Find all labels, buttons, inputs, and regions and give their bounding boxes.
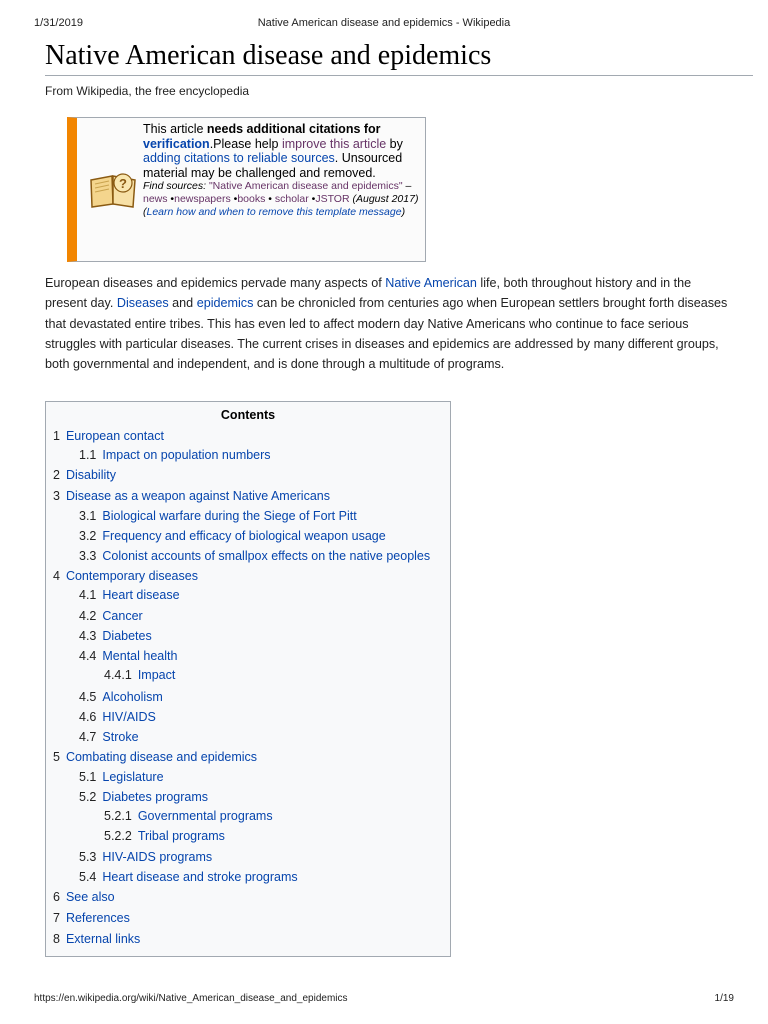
native-american-link[interactable]: Native American — [385, 276, 477, 290]
toc-item[interactable] — [53, 932, 140, 947]
toc-item[interactable] — [79, 609, 143, 624]
find-sources — [143, 180, 421, 193]
toc-number: 5.4 — [79, 870, 97, 884]
toc-item[interactable] — [79, 509, 357, 524]
source-link-books[interactable]: books — [237, 193, 266, 206]
diseases-link[interactable]: Diseases — [116, 296, 169, 311]
toc-number: 4.4.1 — [104, 668, 132, 682]
toc-number: 4.6 — [79, 710, 97, 724]
toc-item[interactable] — [79, 770, 164, 785]
source-separator: • — [167, 193, 175, 206]
toc-link-text[interactable]: Diabetes programs — [102, 790, 208, 804]
toc-link-text[interactable]: Colonist accounts of smallpox effects on the native peoples — [102, 549, 431, 563]
toc-link-text[interactable]: European contact — [65, 429, 164, 443]
find-sources-label: Find sources: — [143, 180, 207, 193]
toc-link-text[interactable]: Contemporary diseases — [65, 569, 198, 583]
toc-link-text[interactable]: HIV-AIDS programs — [102, 850, 213, 864]
notice-text-part: This article — [143, 122, 207, 136]
learn-remove-template-link[interactable]: Learn how and when to remove this template message — [146, 206, 402, 219]
question-book-icon — [87, 168, 139, 210]
toc-number: 2 — [53, 468, 60, 482]
toc-item[interactable] — [79, 690, 163, 705]
toc-link-text[interactable]: Impact on population numbers — [102, 448, 271, 462]
toc-number: 5.1 — [79, 770, 97, 784]
page-title: Native American disease and epidemics — [45, 38, 753, 76]
citation-notice-box — [67, 117, 426, 262]
print-date: 1/31/2019 — [34, 17, 83, 29]
toc-item[interactable] — [79, 850, 212, 865]
toc-item[interactable] — [53, 468, 116, 483]
source-separator: • — [230, 193, 238, 206]
toc-link-text[interactable]: External links — [65, 932, 141, 946]
toc-item[interactable] — [79, 448, 271, 463]
print-page-number: 1/19 — [714, 993, 734, 1004]
toc-link-text[interactable]: Combating disease and epidemics — [65, 750, 258, 764]
toc-item[interactable] — [104, 668, 175, 683]
toc-item[interactable] — [53, 569, 198, 584]
notice-text-part: by — [386, 136, 403, 151]
toc-link-text[interactable]: Biological warfare during the Siege of Fort Pitt — [102, 509, 357, 523]
verification-link[interactable]: verification — [143, 136, 210, 151]
intro-text: life, both throughout history and in the present day. — [45, 276, 692, 311]
toc-item[interactable] — [79, 710, 156, 725]
intro-text: can be chronicled from centuries ago when European settlers brought forth diseases that devastated entire tribes. This has even led to affect modern day Native Americans who continue to face serious struggles with particular diseases. The current crises in diseases and epidemics are addressed by many different groups, both governmental and independent, and is done through a multitude of programs. — [45, 296, 728, 372]
intro-paragraph — [45, 273, 735, 374]
toc-item[interactable] — [104, 809, 273, 824]
toc-link-text[interactable]: Governmental programs — [137, 809, 273, 823]
notice-date: (August 2017) — [349, 193, 419, 206]
toc-number: 4.4 — [79, 649, 97, 663]
toc-link-text[interactable]: Heart disease — [102, 588, 180, 602]
source-links — [143, 193, 421, 219]
toc-number: 7 — [53, 911, 60, 925]
print-header — [34, 17, 734, 31]
svg-text:?: ? — [119, 176, 127, 191]
source-link-newspapers[interactable]: newspapers — [174, 193, 231, 206]
toc-number: 6 — [53, 890, 60, 904]
toc-link-text[interactable]: References — [65, 911, 130, 925]
find-sources-query-link[interactable]: "Native American disease and epidemics" — [208, 180, 403, 193]
toc-number: 1 — [53, 429, 60, 443]
toc-number: 4.3 — [79, 629, 97, 643]
find-sources-dash: – — [402, 180, 412, 193]
toc-title: Contents — [220, 408, 276, 422]
toc-item[interactable] — [104, 829, 225, 844]
toc-number: 4.1 — [79, 588, 97, 602]
site-tagline: From Wikipedia, the free encyclopedia — [45, 84, 250, 98]
toc-item[interactable] — [79, 549, 430, 564]
toc-link-text[interactable]: Stroke — [102, 730, 139, 744]
notice-text-part: . Unsourced material may be challenged and removed. — [143, 151, 403, 180]
toc-link-text[interactable]: Diabetes — [102, 629, 152, 643]
toc-item[interactable] — [79, 730, 139, 745]
toc-item[interactable] — [53, 750, 257, 765]
toc-number: 3 — [53, 489, 60, 503]
toc-number: 4.5 — [79, 690, 97, 704]
learn-paren-open: ( — [143, 206, 147, 219]
toc-item[interactable] — [79, 529, 386, 544]
source-link-jstor[interactable]: JSTOR — [315, 193, 350, 206]
adding-citations-link[interactable]: adding citations to reliable sources — [143, 151, 335, 166]
notice-text-bold: needs additional citations for — [206, 122, 381, 136]
print-url: https://en.wikipedia.org/wiki/Native_American_disease_and_epidemics — [34, 993, 348, 1004]
notice-text — [143, 122, 421, 180]
toc-number: 3.2 — [79, 529, 97, 543]
toc-number: 4.7 — [79, 730, 97, 744]
toc-link-text[interactable]: See also — [65, 890, 115, 904]
toc-item[interactable] — [79, 649, 177, 664]
toc-link-text[interactable]: Alcoholism — [102, 690, 163, 704]
toc-item[interactable] — [79, 870, 298, 885]
improve-article-link[interactable]: improve this article — [281, 136, 387, 151]
toc-number: 1.1 — [79, 448, 97, 462]
toc-item[interactable] — [79, 588, 180, 603]
toc-link-text[interactable]: Disease as a weapon against Native Americans — [65, 489, 330, 503]
toc-link-text[interactable]: Disability — [65, 468, 116, 482]
toc-link-text[interactable]: Tribal programs — [137, 829, 225, 843]
toc-number: 3.3 — [79, 549, 97, 563]
print-footer — [34, 993, 734, 1007]
source-link-scholar[interactable]: scholar — [274, 193, 309, 206]
toc-number: 8 — [53, 932, 60, 946]
toc-item[interactable] — [53, 911, 130, 926]
toc-number: 4 — [53, 569, 60, 583]
source-separator: • — [265, 193, 275, 206]
toc-number: 3.1 — [79, 509, 97, 523]
toc-number: 5.2.2 — [104, 829, 132, 843]
toc-item[interactable] — [79, 629, 152, 644]
intro-text: and — [168, 296, 197, 311]
toc-link-text[interactable]: Frequency and efficacy of biological weapon usage — [102, 529, 386, 543]
toc-number: 5.3 — [79, 850, 97, 864]
toc-link-text[interactable]: Heart disease and stroke programs — [102, 870, 298, 884]
print-page-title: Native American disease and epidemics - Wikipedia — [257, 17, 511, 29]
toc-item[interactable] — [53, 429, 164, 444]
toc-number: 5.2.1 — [104, 809, 132, 823]
learn-paren-close: ) — [401, 206, 406, 219]
notice-text-part: .Please help — [209, 136, 282, 151]
toc-link-text[interactable]: Legislature — [102, 770, 164, 784]
source-separator: • — [308, 193, 316, 206]
epidemics-link[interactable]: epidemics — [196, 296, 254, 311]
intro-text: European diseases and epidemics pervade many aspects of — [45, 276, 386, 290]
table-of-contents — [45, 401, 451, 957]
toc-item[interactable] — [53, 890, 115, 905]
toc-number: 5 — [53, 750, 60, 764]
toc-link-text[interactable]: Cancer — [102, 609, 143, 623]
toc-link-text[interactable]: Impact — [137, 668, 176, 682]
toc-link-text[interactable]: Mental health — [102, 649, 178, 663]
toc-link-text[interactable]: HIV/AIDS — [102, 710, 156, 724]
source-link-news[interactable]: news — [143, 193, 168, 206]
toc-number: 4.2 — [79, 609, 97, 623]
toc-number: 5.2 — [79, 790, 97, 804]
toc-item[interactable] — [53, 489, 330, 504]
toc-item[interactable] — [79, 790, 208, 805]
